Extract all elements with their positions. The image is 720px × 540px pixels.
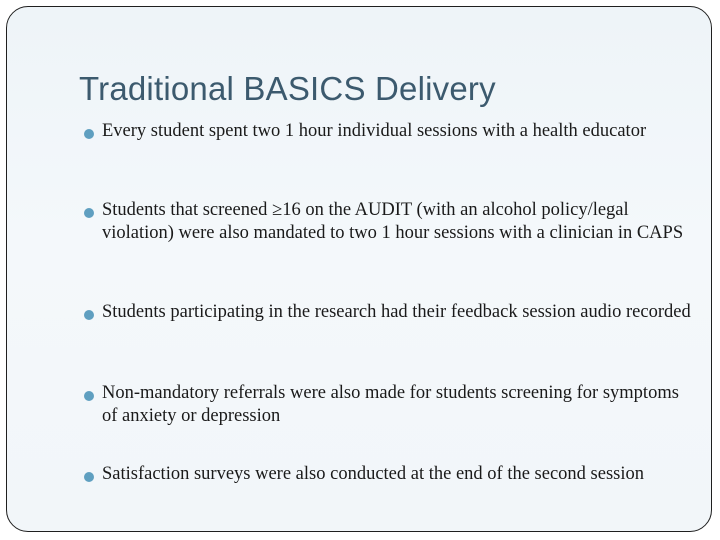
bullet-text: Non-mandatory referrals were also made for students screening for symptoms of anxiety or depression (102, 383, 679, 426)
bullet-dot-icon (84, 129, 94, 139)
slide-title: Traditional BASICS Delivery (79, 70, 496, 107)
bullet-text: Satisfaction surveys were also conducted at the end of the second session (102, 464, 645, 484)
bullet-text: Students participating in the research had their feedback session audio recorded (102, 302, 691, 322)
slide-frame (6, 6, 712, 532)
bullet-dot-icon (84, 472, 94, 482)
bullet-dot-icon (84, 208, 94, 218)
bullet-dot-icon (84, 391, 94, 401)
bullet-dot-icon (84, 310, 94, 320)
bullet-text: Students that screened ≥16 on the AUDIT (with an alcohol policy/legal violation) were also mandated to two 1 hour sessions with a clinician in CAPS (102, 200, 684, 243)
bullet-text: Every student spent two 1 hour individual sessions with a health educator (102, 121, 647, 141)
